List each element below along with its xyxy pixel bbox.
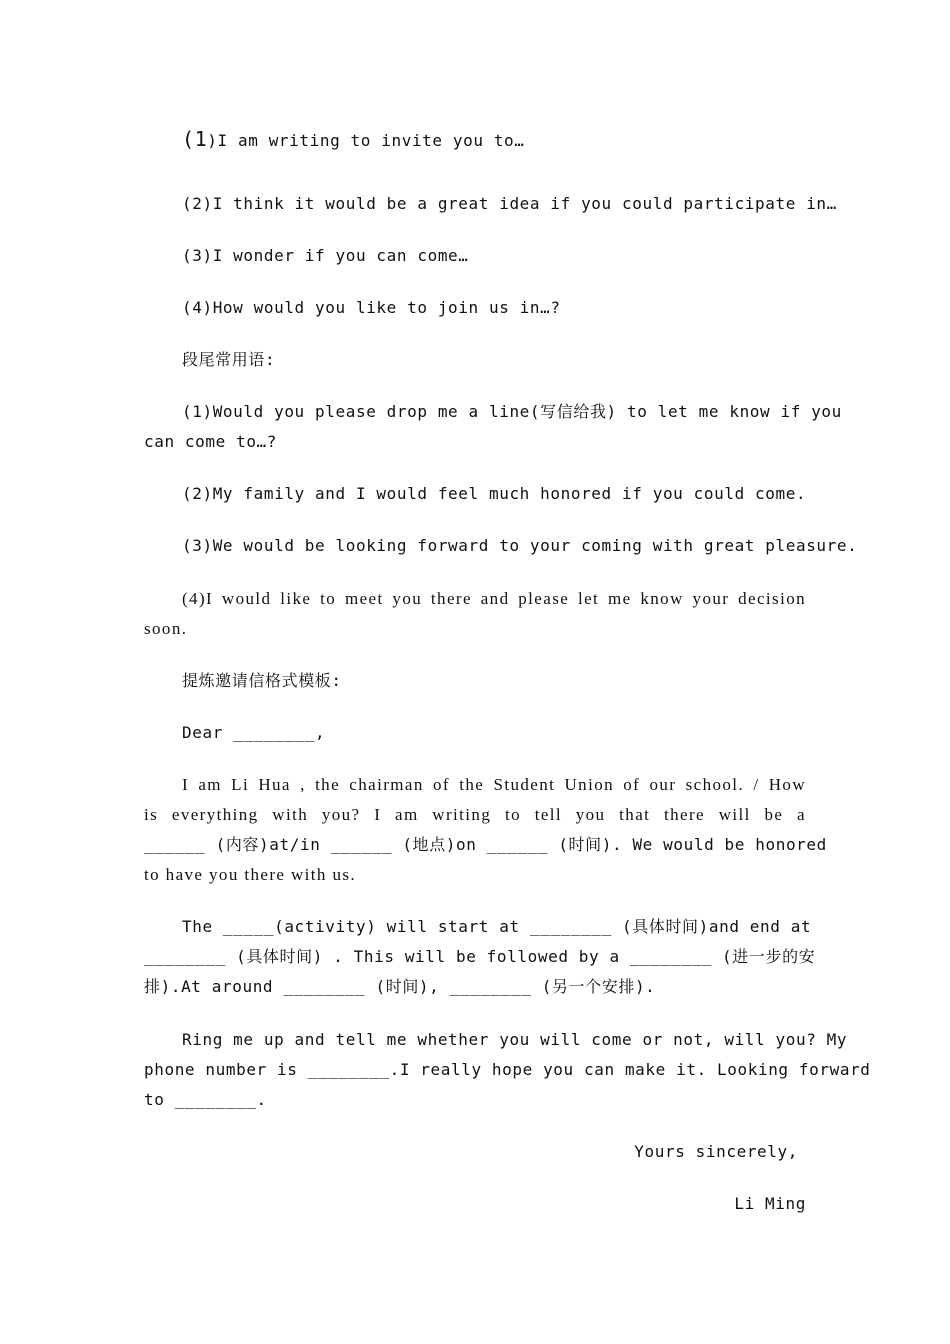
paragraph-2-line-2: ________ (具体时间) . This will be followed by a ________ (进一步的安	[144, 947, 816, 966]
paragraph-3-line-1: Ring me up and tell me whether you will come or not, will you? My	[182, 1030, 848, 1049]
closing-4-line-1: (4)I would like to meet you there and please let me know your decision	[182, 589, 806, 608]
opener-2: (2)I think it would be a great idea if you could participate in…	[182, 194, 837, 213]
opener-1-text: I am writing to invite you to…	[217, 131, 525, 150]
opener-4: (4)How would you like to join us in…?	[182, 298, 561, 317]
paragraph-1-line-3: ______ (内容)at/in ______ (地点)on ______ (时间). We would be honored	[144, 835, 827, 854]
paragraph-1-line-4: to have you there with us.	[144, 865, 357, 884]
template-heading: 提炼邀请信格式模板:	[182, 671, 342, 690]
paragraph-1-line-2: is everything with you? I am writing to tell you that there will be a	[144, 805, 806, 824]
closing-3: (3)We would be looking forward to your coming with great pleasure.	[182, 536, 858, 555]
sign-off: Yours sincerely,	[634, 1142, 798, 1161]
paragraph-3-line-2: phone number is ________.I really hope you can make it. Looking forward	[144, 1060, 871, 1079]
paragraph-2-line-1: The _____(activity) will start at ________ (具体时间)and end at	[182, 917, 812, 936]
paragraph-3-line-3: to ________.	[144, 1090, 267, 1109]
closing-1-line-1: (1)Would you please drop me a line(写信给我) to let me know if you	[182, 402, 842, 421]
paragraph-2-line-3: 排).At around ________ (时间), ________ (另一个安排).	[144, 977, 656, 996]
paragraph-1-line-1: I am Li Hua , the chairman of the Student Union of our school. / How	[182, 775, 806, 794]
opener-3: (3)I wonder if you can come…	[182, 246, 469, 265]
opener-1-number-open: (1	[182, 127, 208, 151]
signature: Li Ming	[734, 1194, 806, 1213]
opener-1-number-close: )	[207, 131, 218, 150]
opener-1	[182, 124, 806, 156]
closing-1-line-2: can come to…?	[144, 432, 278, 451]
closing-2: (2)My family and I would feel much honored if you could come.	[182, 484, 807, 503]
salutation: Dear ________,	[182, 723, 326, 742]
closing-heading: 段尾常用语:	[182, 350, 276, 369]
closing-4-line-2: soon.	[144, 619, 188, 638]
